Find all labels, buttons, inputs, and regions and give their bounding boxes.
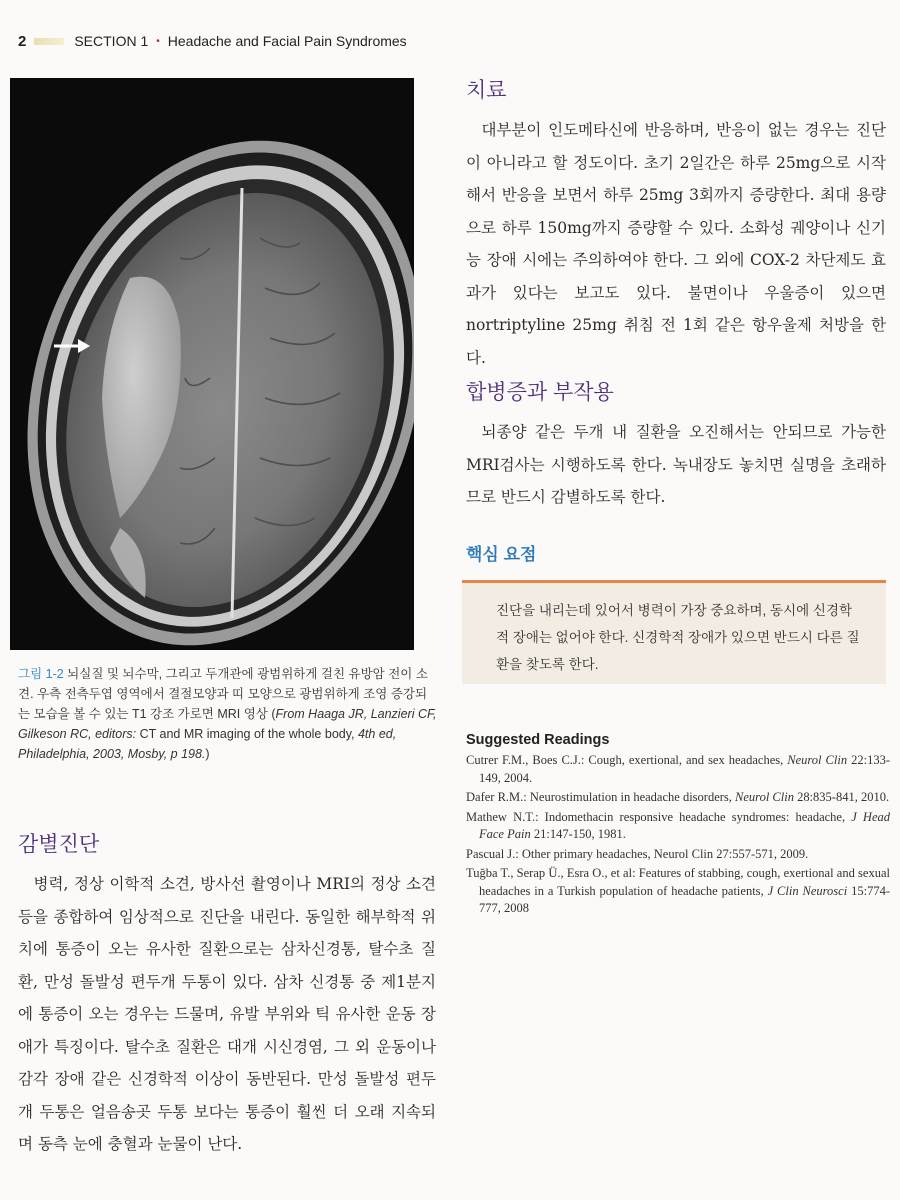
page-number: 2	[18, 32, 27, 50]
reference-authors: Pascual J.: Other primary headaches, Neurol Clin 27:557-571, 2009.	[466, 846, 809, 861]
reference-journal: Neurol Clin	[735, 790, 794, 804]
reference-item	[466, 846, 890, 864]
reference-details: 15:774-777, 2008	[479, 883, 890, 915]
caption-source-3: 4th ed, Philadelphia, 2003, Mosby, p 198.	[18, 727, 397, 761]
complications-body: 뇌종양 같은 두개 내 질환을 오진해서는 안되므로 가능한 MRI검사는 시행하도록 한다. 녹내장도 놓치면 실명을 초래하므로 반드시 감별하도록 한다.	[466, 423, 886, 506]
reference-details: 21:147-150, 1981.	[530, 827, 626, 841]
reference-journal: Neurol Clin	[787, 753, 848, 767]
figure-caption	[18, 664, 438, 764]
reference-authors: Dafer R.M.: Neurostimulation in headache disorders,	[466, 790, 736, 804]
treatment-body: 대부분이 인도메타신에 반응하며, 반응이 없는 경우는 진단이 아니라고 할 정도이다. 초기 2일간은 하루 25mg으로 시작해서 반응을 보면서 하루 25mg 3회까지 증량한다. 최대 용량으로 하루 150mg까지 증량할 수 있다. 소화성 궤양이나 신기능 장애 시에는 주의하여야 한다. 그 외에 COX-2 차단제도 효과가 있다는 보고도 있다. 불면이나 우울증이 있으면 nortriptyline 25mg 취침 전 1회 같은 항우울제 처방을 한다.	[466, 121, 886, 367]
header-separator: •	[156, 35, 160, 47]
reference-details: 28:835-841, 2010.	[793, 790, 890, 804]
mri-image	[10, 78, 414, 650]
reference-item	[466, 789, 890, 807]
header-bar	[34, 38, 64, 45]
suggested-readings	[466, 732, 890, 920]
running-header	[18, 30, 407, 52]
caption-text: 뇌실질 및 뇌수막, 그리고 두개관에 광범위하게 걸친 유방암 전이 소견. 우측 전측두엽 영역에서 결절모양과 띠 모양으로 광범위하게 조영 증강되는 모습을 볼 수 있는 T1 강조 가로면 MRI 영상 (	[18, 667, 428, 721]
caption-label: 그림 1-2	[18, 667, 64, 681]
caption-source-2: CT and MR imaging of the whole body,	[136, 727, 358, 741]
diff-dx-heading: 감별진단	[18, 833, 100, 856]
reference-authors: Cutrer F.M., Boes C.J.: Cough, exertional, and sex headaches,	[466, 753, 788, 767]
caption-end: )	[205, 747, 210, 761]
readings-heading: Suggested Readings	[466, 732, 610, 748]
key-points-text: 진단을 내리는데 있어서 병력이 가장 중요하며, 동시에 신경학적 장애는 없어야 한다. 신경학적 장애가 있으면 반드시 다른 질환을 찾도록 한다.	[496, 603, 860, 672]
caption-source-1: From Haaga JR, Lanzieri CF, Gilkeson RC, editors:	[18, 707, 437, 741]
reference-authors: Tuğba T., Serap Ü., Esra O., et al: Features of stabbing, cough, exertional and sexual headaches in a Turkish population of headache patients,	[466, 866, 890, 898]
mri-figure	[10, 78, 414, 650]
reference-authors: Mathew N.T.: Indomethacin responsive headache syndromes: headache,	[466, 809, 852, 824]
key-points-heading: 핵심 요점	[466, 545, 537, 564]
reference-journal: J Head Face Pain	[479, 809, 891, 841]
reference-item	[466, 865, 890, 918]
key-points-box	[462, 580, 886, 684]
diff-dx-body: 병력, 정상 이학적 소견, 방사선 촬영이나 MRI의 정상 소견 등을 종합하여 임상적으로 진단을 내린다. 동일한 해부학적 위치에 통증이 오는 유사한 질환으로는 삼차신경통, 탈수초 질환, 만성 돌발성 편두개 두통이 있다. 삼차 신경통 중 제1분지에 통증이 오는 경우는 드물며, 유발 부위와 틱 유사한 운동 장애가 특징이다. 탈수초 질환은 대개 시신경염, 그 외 운동이나 감각 장애 같은 신경학적 이상이 동반된다. 만성 돌발성 편두개 두통은 얼음송곳 두통 보다는 통증이 훨씬 더 오래 지속되며 동측 눈에 충혈과 눈물이 난다.	[18, 875, 436, 1153]
reference-journal: J Clin Neurosci	[767, 883, 848, 898]
complications-heading: 합병증과 부작용	[466, 381, 614, 404]
reference-details: 22:133-149, 2004.	[479, 753, 891, 785]
reference-item	[466, 752, 890, 787]
header-title: Headache and Facial Pain Syndromes	[167, 33, 407, 49]
treatment-heading: 치료	[466, 79, 507, 102]
section-label: SECTION 1	[74, 33, 149, 49]
reference-item	[466, 809, 890, 844]
